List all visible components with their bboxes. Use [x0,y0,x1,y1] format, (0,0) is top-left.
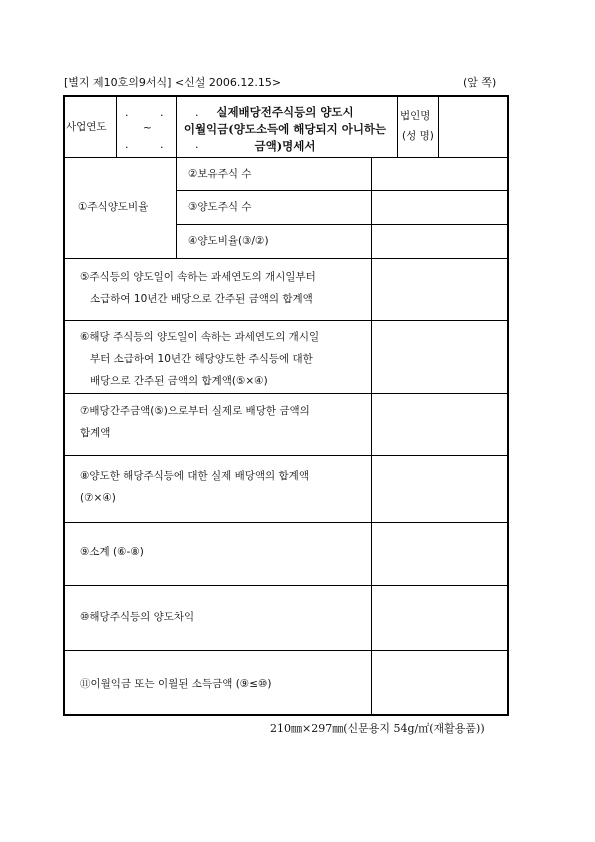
subtotal-label: ⑨소계 (⑥-⑧) [80,546,144,558]
transfer-ratio-label: ④양도비율(③/②) [188,235,269,247]
title-line: 이월익금(양도소득에 해당되지 아니하는 [183,122,387,136]
transfer-gain-value[interactable] [372,586,507,650]
transfer-ratio-value[interactable] [372,225,507,258]
share-transfer-ratio-label: ①주식양도비율 [78,201,149,213]
row-5-line: ⑤주식등의 양도일이 속하는 과세연도의 개시일부터 [80,271,316,283]
row-5-value[interactable] [372,259,507,320]
row-8-value[interactable] [372,456,507,522]
business-year-label: 사업연도 [66,121,107,133]
row-7-line: 합계액 [80,427,111,439]
form-reference: [별지 제10호의9서식] <신설 2006.12.15> [64,76,282,89]
divider [116,96,117,158]
corp-name-sub-label: (성 명) [402,130,434,142]
period-end-date[interactable]: . . . [125,138,213,151]
row-6-value[interactable] [372,321,507,393]
subtotal-value[interactable] [372,523,507,585]
title-line: 실제배당전주식등의 양도시 [216,105,354,119]
transferred-shares-value[interactable] [372,191,507,224]
period-tilde: ~ [143,122,152,134]
corp-name-value[interactable] [439,96,507,157]
held-shares-label: ②보유주식 수 [188,168,252,180]
carried-income-label: ⑪이월익금 또는 이월된 소득금액 (⑨≤⑩) [80,678,272,690]
held-shares-value[interactable] [372,158,507,190]
row-7-line: ⑦배당간주금액(⑤)으로부터 실제로 배당한 금액의 [80,405,310,417]
row-5-label [80,266,316,310]
row-6-line: ⑥해당 주식등의 양도일이 속하는 과세연도의 개시일 [80,331,320,343]
row-8-label [80,465,309,509]
divider [176,158,177,258]
corp-name-label: 법인명 [400,110,431,122]
row-6-line: 부터 소급하여 10년간 해당양도한 주식등에 대한 [90,353,313,365]
transfer-gain-label: ⑩해당주식등의 양도차익 [80,611,195,623]
row-7-label [80,400,310,444]
page-side-label: (앞 쪽) [463,76,497,89]
row-8-line: (⑦×④) [80,492,116,504]
carried-income-value[interactable] [372,651,507,714]
form-title [175,104,395,155]
period-start-date[interactable]: . . . [125,106,213,119]
row-5-line: 소급하여 10년간 배당으로 간주된 금액의 합계액 [90,293,313,305]
row-7-value[interactable] [372,394,507,455]
row-8-line: ⑧양도한 해당주식등에 대한 실제 배당액의 합계액 [80,470,309,482]
transferred-shares-label: ③양도주식 수 [188,201,252,213]
row-6-label [80,326,319,392]
row-6-line: 배당으로 간주된 금액의 합계액(⑤×④) [90,375,268,387]
paper-spec: 210㎜×297㎜(신문용지 54g/㎡(재활용품)) [270,722,485,735]
divider [397,96,398,158]
title-line: 금액)명세서 [254,139,316,153]
